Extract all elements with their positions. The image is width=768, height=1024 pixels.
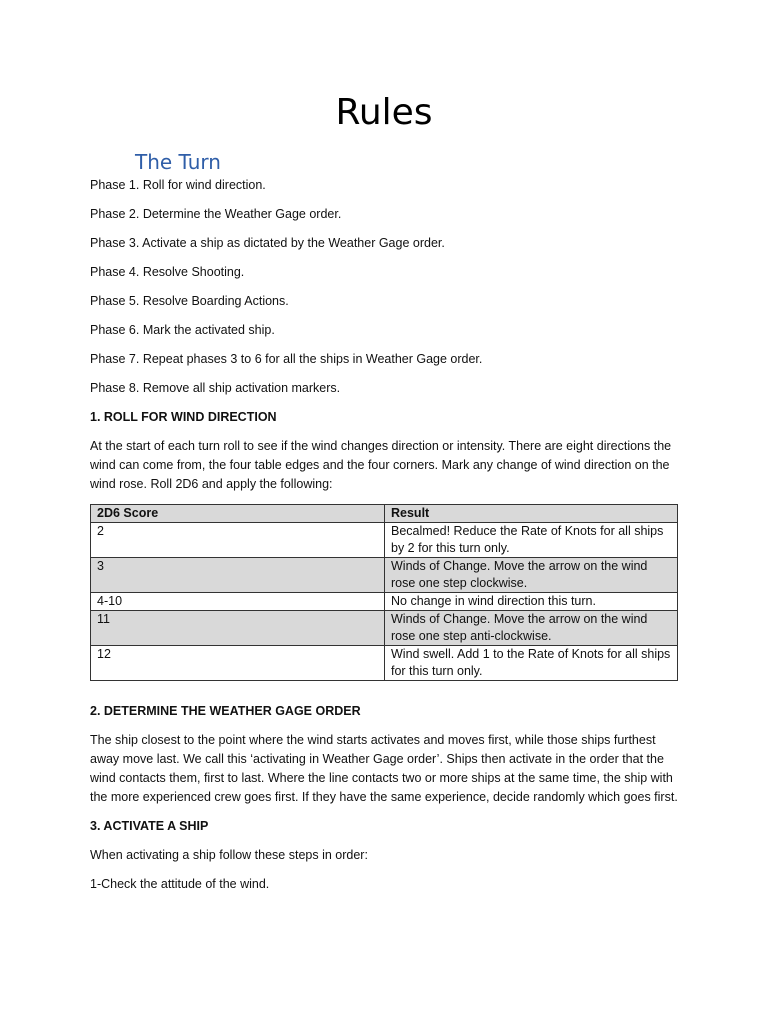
phase-item: Phase 2. Determine the Weather Gage order.	[90, 207, 342, 221]
section-heading: 3. ACTIVATE A SHIP	[90, 819, 209, 833]
phase-item: Phase 3. Activate a ship as dictated by the Weather Gage order.	[90, 236, 445, 250]
column-header-score: 2D6 Score	[91, 505, 385, 523]
phase-item: Phase 7. Repeat phases 3 to 6 for all the ships in Weather Gage order.	[90, 352, 483, 366]
result-cell: Becalmed! Reduce the Rate of Knots for all ships by 2 for this turn only.	[385, 523, 678, 558]
score-cell: 2	[91, 523, 385, 558]
table-row	[91, 611, 678, 646]
table-row	[91, 593, 678, 611]
step-item: 1-Check the attitude of the wind.	[90, 877, 270, 891]
section-paragraph: At the start of each turn roll to see if the wind changes direction or intensity. There are eight directions the wind can come from, the four table edges and the four corners. Mark any change of wind direction on the wind rose. Roll 2D6 and apply the following:	[90, 439, 672, 491]
column-header-result: Result	[385, 505, 678, 523]
table-row	[91, 523, 678, 558]
phase-item: Phase 6. Mark the activated ship.	[90, 323, 275, 337]
result-cell: Wind swell. Add 1 to the Rate of Knots for all ships for this turn only.	[385, 646, 678, 681]
section-subtitle: The Turn	[135, 150, 221, 174]
phase-item: Phase 4. Resolve Shooting.	[90, 265, 245, 279]
score-cell: 3	[91, 558, 385, 593]
result-cell: Winds of Change. Move the arrow on the wind rose one step anti-clockwise.	[385, 611, 678, 646]
page-title: Rules	[335, 92, 433, 133]
table-header-row	[91, 505, 678, 523]
table-row	[91, 558, 678, 593]
score-cell: 11	[91, 611, 385, 646]
table-row	[91, 646, 678, 681]
result-cell: Winds of Change. Move the arrow on the wind rose one step clockwise.	[385, 558, 678, 593]
section-paragraph: The ship closest to the point where the wind starts activates and moves first, while those ships furthest away move last. We call this ‘activating in Weather Gage order’. Ships then activate in the order that the wind contacts them, first to last. Where the line contacts two or more ships at the same time, the ship with the more experienced crew goes first. If they have the same experience, decide randomly which goes first.	[90, 733, 678, 804]
score-cell: 4-10	[91, 593, 385, 611]
section-heading: 2. DETERMINE THE WEATHER GAGE ORDER	[90, 704, 361, 718]
section-heading: 1. ROLL FOR WIND DIRECTION	[90, 410, 277, 424]
result-cell: No change in wind direction this turn.	[385, 593, 678, 611]
phase-item: Phase 1. Roll for wind direction.	[90, 178, 266, 192]
phase-item: Phase 5. Resolve Boarding Actions.	[90, 294, 289, 308]
phase-item: Phase 8. Remove all ship activation markers.	[90, 381, 341, 395]
section-paragraph: When activating a ship follow these steps in order:	[90, 848, 368, 862]
wind-direction-table	[90, 504, 678, 681]
document-body	[90, 176, 680, 904]
score-cell: 12	[91, 646, 385, 681]
